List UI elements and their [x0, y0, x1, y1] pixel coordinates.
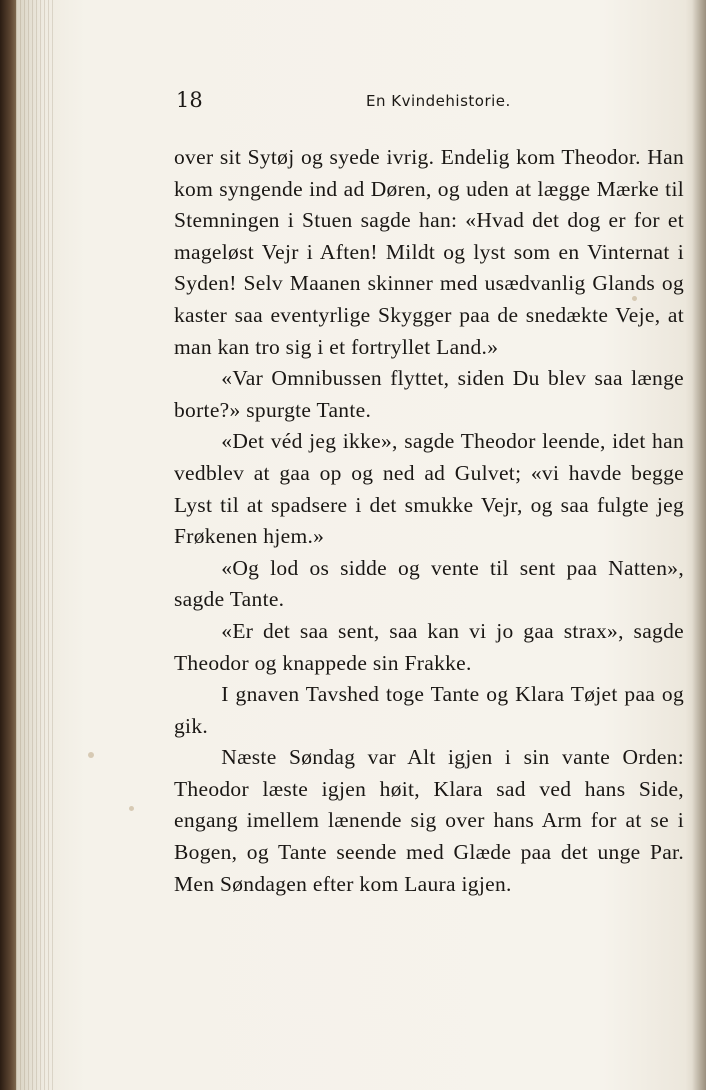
- page-edges: [16, 0, 56, 1090]
- paragraph-7: Næste Søndag var Alt igjen i sin vante Orden: Theodor læste igjen høit, Klara sad ved hans Side, engang imellem lænende sig over hans Arm for at se i Bogen, og Tante seende med Glæde paa det unge Par. Men Søndagen efter kom Laura igjen.: [174, 745, 684, 896]
- body-text: [174, 142, 684, 900]
- paragraph-1: over sit Sytøj og syede ivrig. Endelig kom Theodor. Han kom syngende ind ad Døren, og uden at lægge Mærke til Stemningen i Stuen sagde han: «Hvad det dog er for et mageløst Vejr i Aften! Mildt og lyst som en Vinternat i Syden! Selv Maanen skinner med usædvanlig Glands og kaster saa eventyrlige Skygger paa de snedækte Veje, at man kan tro sig i et fortryllet Land.»: [174, 145, 684, 359]
- running-title: En Kvindehistorie.: [366, 92, 511, 110]
- paragraph-2: «Var Omnibussen flyttet, siden Du blev saa længe borte?» spurgte Tante.: [174, 366, 684, 422]
- paragraph-4: «Og lod os sidde og vente til sent paa Natten», sagde Tante.: [174, 555, 684, 612]
- paragraph-6: I gnaven Tavshed toge Tante og Klara Tøjet paa og gik.: [174, 682, 684, 738]
- page-number: 18: [176, 88, 203, 112]
- page-fold-shadow: [692, 0, 706, 1090]
- foxing-spot: [129, 806, 134, 811]
- paragraph-3: «Det véd jeg ikke», sagde Theodor leende, idet han vedblev at gaa op og ned ad Gulvet; «vi havde begge Lyst til at spadsere i det smukke Vejr, og saa fulgte jeg Frøkenen hjem.»: [174, 429, 684, 549]
- page-header: [176, 88, 686, 118]
- foxing-spot: [88, 752, 94, 758]
- paragraph-5: «Er det saa sent, saa kan vi jo gaa strax», sagde Theodor og knappede sin Frakke.: [174, 618, 684, 675]
- book-page: [16, 0, 706, 1090]
